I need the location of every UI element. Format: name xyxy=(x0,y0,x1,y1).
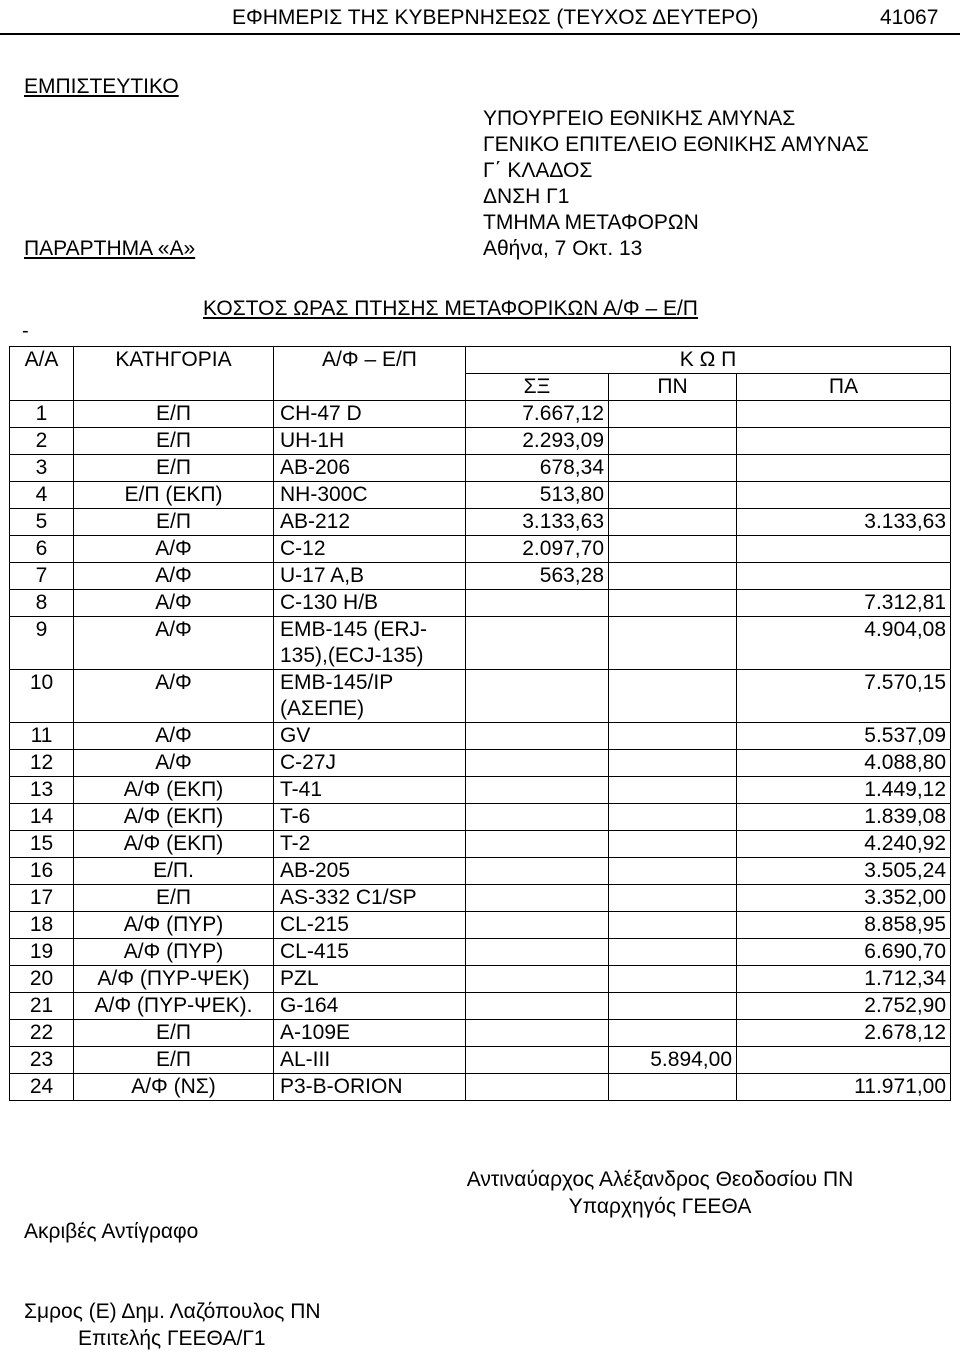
cell-aircraft-type: C-27J xyxy=(274,750,466,777)
cell-aa: 9 xyxy=(10,617,74,670)
org-directorate: ΔΝΣΗ Γ1 xyxy=(483,185,570,208)
cell-cost-pn xyxy=(609,590,737,617)
cell-cost-sx: 563,28 xyxy=(466,563,609,590)
cell-cost-pn xyxy=(609,1074,737,1101)
cell-category: Ε/Π xyxy=(74,401,274,428)
signer-title: Υπαρχηγός ΓΕΕΘΑ xyxy=(568,1195,752,1218)
header-aa: Α/Α xyxy=(10,347,74,401)
copy-signer-title: Επιτελής ΓΕΕΘΑ/Γ1 xyxy=(78,1327,266,1350)
cell-cost-pa xyxy=(737,428,951,455)
table-row xyxy=(10,617,951,670)
cell-aircraft-type: U-17 A,B xyxy=(274,563,466,590)
cell-cost-pn xyxy=(609,777,737,804)
cell-aircraft-type: CL-415 xyxy=(274,939,466,966)
cell-cost-sx xyxy=(466,858,609,885)
table-row xyxy=(10,831,951,858)
cell-aa: 5 xyxy=(10,509,74,536)
cell-aa: 11 xyxy=(10,723,74,750)
annex-label: ΠΑΡΑΡΤΗΜΑ «Α» xyxy=(24,237,196,260)
table-row xyxy=(10,1047,951,1074)
cell-aa: 14 xyxy=(10,804,74,831)
cell-aa: 1 xyxy=(10,401,74,428)
cell-cost-pa xyxy=(737,482,951,509)
cell-cost-sx xyxy=(466,939,609,966)
cell-aircraft-type: EMB-145/IP (ΑΣΕΠΕ) xyxy=(274,670,466,723)
cell-cost-pa xyxy=(737,401,951,428)
cell-aa: 3 xyxy=(10,455,74,482)
table-row xyxy=(10,482,951,509)
cell-cost-pn xyxy=(609,750,737,777)
cell-cost-pn xyxy=(609,831,737,858)
cell-aa: 15 xyxy=(10,831,74,858)
cell-category: Α/Φ xyxy=(74,750,274,777)
cell-aircraft-type: AB-206 xyxy=(274,455,466,482)
cell-cost-pn xyxy=(609,509,737,536)
cell-cost-pn xyxy=(609,617,737,670)
cell-cost-sx xyxy=(466,617,609,670)
cell-category: Α/Φ (ΠΥΡ-ΨΕΚ). xyxy=(74,993,274,1020)
table-row xyxy=(10,590,951,617)
cell-cost-sx xyxy=(466,777,609,804)
cell-category: Α/Φ (ΠΥΡ) xyxy=(74,912,274,939)
cell-cost-pa: 4.240,92 xyxy=(737,831,951,858)
cell-cost-pn xyxy=(609,1020,737,1047)
cell-cost-pa xyxy=(737,563,951,590)
cell-aa: 6 xyxy=(10,536,74,563)
cell-category: Α/Φ xyxy=(74,536,274,563)
cell-cost-pn xyxy=(609,885,737,912)
cell-aa: 16 xyxy=(10,858,74,885)
cell-cost-pa: 1.712,34 xyxy=(737,966,951,993)
cell-aa: 22 xyxy=(10,1020,74,1047)
cell-cost-sx: 678,34 xyxy=(466,455,609,482)
cell-category: Α/Φ (ΕΚΠ) xyxy=(74,804,274,831)
cell-cost-sx xyxy=(466,723,609,750)
table-row xyxy=(10,455,951,482)
table-row xyxy=(10,885,951,912)
org-section: ΤΜΗΜΑ ΜΕΤΑΦΟΡΩΝ xyxy=(483,211,699,234)
cell-cost-sx xyxy=(466,966,609,993)
cell-cost-pa: 7.570,15 xyxy=(737,670,951,723)
table-row xyxy=(10,1074,951,1101)
table-row xyxy=(10,939,951,966)
cell-aa: 19 xyxy=(10,939,74,966)
cell-category: Ε/Π xyxy=(74,509,274,536)
document-title: ΚΟΣΤΟΣ ΩΡΑΣ ΠΤΗΣΗΣ ΜΕΤΑΦΟΡΙΚΩΝ Α/Φ – Ε/Π xyxy=(203,297,698,320)
cell-cost-pn xyxy=(609,536,737,563)
cell-aa: 12 xyxy=(10,750,74,777)
cell-cost-pa: 1.839,08 xyxy=(737,804,951,831)
cell-aa: 2 xyxy=(10,428,74,455)
table-row xyxy=(10,401,951,428)
certified-copy-label: Ακριβές Αντίγραφο xyxy=(24,1220,199,1243)
cell-cost-pa: 8.858,95 xyxy=(737,912,951,939)
cell-cost-sx: 2.097,70 xyxy=(466,536,609,563)
cell-aircraft-type: AL-III xyxy=(274,1047,466,1074)
cell-aircraft-type: T-2 xyxy=(274,831,466,858)
cell-cost-pn xyxy=(609,563,737,590)
cell-cost-pa: 4.088,80 xyxy=(737,750,951,777)
cell-aircraft-type: CH-47 D xyxy=(274,401,466,428)
header-sx: ΣΞ xyxy=(466,374,609,401)
cell-cost-pn xyxy=(609,455,737,482)
cell-aa: 13 xyxy=(10,777,74,804)
cell-cost-pn xyxy=(609,912,737,939)
table-row xyxy=(10,858,951,885)
table-row xyxy=(10,993,951,1020)
cell-category: Ε/Π xyxy=(74,885,274,912)
header-pn: ΠΝ xyxy=(609,374,737,401)
table-row xyxy=(10,723,951,750)
classification-label: ΕΜΠΙΣΤΕΥΤΙΚΟ xyxy=(24,75,179,98)
cell-cost-pa: 3.505,24 xyxy=(737,858,951,885)
cell-cost-pa: 3.133,63 xyxy=(737,509,951,536)
flight-hour-cost-table xyxy=(9,346,951,1101)
cell-cost-pa: 4.904,08 xyxy=(737,617,951,670)
cell-cost-pn xyxy=(609,939,737,966)
cell-category: Α/Φ (ΕΚΠ) xyxy=(74,831,274,858)
cell-category: Α/Φ (ΠΥΡ) xyxy=(74,939,274,966)
cell-cost-pn xyxy=(609,993,737,1020)
cell-aircraft-type: NH-300C xyxy=(274,482,466,509)
table-row xyxy=(10,966,951,993)
cell-aa: 20 xyxy=(10,966,74,993)
cell-cost-pn xyxy=(609,966,737,993)
cell-category: Ε/Π xyxy=(74,1020,274,1047)
cell-cost-pa: 2.678,12 xyxy=(737,1020,951,1047)
cell-cost-sx xyxy=(466,885,609,912)
cell-cost-pa xyxy=(737,1047,951,1074)
page-number: 41067 xyxy=(880,6,939,29)
cell-cost-sx: 3.133,63 xyxy=(466,509,609,536)
table-row xyxy=(10,670,951,723)
organization-block xyxy=(483,106,869,262)
cell-aa: 7 xyxy=(10,563,74,590)
cell-cost-pn: 5.894,00 xyxy=(609,1047,737,1074)
cell-category: Ε/Π xyxy=(74,455,274,482)
cell-cost-sx xyxy=(466,750,609,777)
cell-cost-pn xyxy=(609,858,737,885)
table-row xyxy=(10,428,951,455)
cell-aa: 18 xyxy=(10,912,74,939)
cell-cost-sx xyxy=(466,1074,609,1101)
cell-cost-pn xyxy=(609,428,737,455)
cell-aircraft-type: AS-332 C1/SP xyxy=(274,885,466,912)
header-pa: ΠΑ xyxy=(737,374,951,401)
cell-cost-sx xyxy=(466,804,609,831)
cell-aircraft-type: C-130 H/B xyxy=(274,590,466,617)
cell-category: Α/Φ (ΝΣ) xyxy=(74,1074,274,1101)
cell-category: Α/Φ (ΠΥΡ-ΨΕΚ) xyxy=(74,966,274,993)
signer-name: Αντιναύαρχος Αλέξανδρος Θεοδοσίου ΠΝ xyxy=(466,1168,854,1191)
table-header-row xyxy=(10,347,951,374)
stray-dash: - xyxy=(22,320,29,342)
cell-category: Α/Φ xyxy=(74,670,274,723)
cell-cost-sx xyxy=(466,831,609,858)
cell-aa: 21 xyxy=(10,993,74,1020)
cell-cost-sx xyxy=(466,1020,609,1047)
copy-signature-block xyxy=(24,1298,321,1352)
table-row xyxy=(10,536,951,563)
cell-aircraft-type: AB-205 xyxy=(274,858,466,885)
table-row xyxy=(10,563,951,590)
cell-category: Α/Φ (ΕΚΠ) xyxy=(74,777,274,804)
cell-cost-sx xyxy=(466,993,609,1020)
cell-cost-pa: 3.352,00 xyxy=(737,885,951,912)
cell-cost-pn xyxy=(609,401,737,428)
signature-block xyxy=(440,1166,880,1220)
table-row xyxy=(10,750,951,777)
cell-category: Α/Φ xyxy=(74,617,274,670)
header-aircraft: Α/Φ – Ε/Π xyxy=(274,347,466,401)
cell-aa: 24 xyxy=(10,1074,74,1101)
cell-cost-pa: 6.690,70 xyxy=(737,939,951,966)
table-row xyxy=(10,777,951,804)
cell-aircraft-type: P3-B-ORION xyxy=(274,1074,466,1101)
cell-cost-sx: 513,80 xyxy=(466,482,609,509)
cell-cost-pa: 11.971,00 xyxy=(737,1074,951,1101)
header-rule xyxy=(0,33,960,35)
cell-aa: 10 xyxy=(10,670,74,723)
table-row xyxy=(10,912,951,939)
cell-cost-pn xyxy=(609,804,737,831)
cell-cost-pn xyxy=(609,723,737,750)
org-ministry: ΥΠΟΥΡΓΕΙΟ ΕΘΝΙΚΗΣ ΑΜΥΝΑΣ xyxy=(483,107,796,130)
cell-cost-sx: 7.667,12 xyxy=(466,401,609,428)
cell-cost-pa xyxy=(737,536,951,563)
cell-cost-pa: 1.449,12 xyxy=(737,777,951,804)
document-date: Αθήνα, 7 Οκτ. 13 xyxy=(483,237,643,260)
cell-aircraft-type: EMB-145 (ERJ-135),(ECJ-135) xyxy=(274,617,466,670)
cell-category: Α/Φ xyxy=(74,723,274,750)
cell-aircraft-type: C-12 xyxy=(274,536,466,563)
table-row xyxy=(10,1020,951,1047)
cell-cost-pn xyxy=(609,670,737,723)
cell-aa: 8 xyxy=(10,590,74,617)
cell-cost-pn xyxy=(609,482,737,509)
cell-cost-pa: 2.752,90 xyxy=(737,993,951,1020)
gazette-title: ΕΦΗΜΕΡΙΣ ΤΗΣ ΚΥΒΕΡΝΗΣΕΩΣ (ΤΕΥΧΟΣ ΔΕΥΤΕΡΟ) xyxy=(232,6,759,29)
cell-aircraft-type: G-164 xyxy=(274,993,466,1020)
copy-signer-name: Σμρος (Ε) Δημ. Λαζόπουλος ΠΝ xyxy=(24,1300,321,1323)
cell-aircraft-type: GV xyxy=(274,723,466,750)
cell-cost-pa xyxy=(737,455,951,482)
cell-cost-pa: 5.537,09 xyxy=(737,723,951,750)
cell-aircraft-type: A-109E xyxy=(274,1020,466,1047)
cell-aircraft-type: UH-1H xyxy=(274,428,466,455)
cell-cost-pa: 7.312,81 xyxy=(737,590,951,617)
cell-cost-sx xyxy=(466,590,609,617)
cell-aircraft-type: AB-212 xyxy=(274,509,466,536)
table-row xyxy=(10,509,951,536)
cell-aa: 4 xyxy=(10,482,74,509)
cell-aa: 17 xyxy=(10,885,74,912)
cell-category: Α/Φ xyxy=(74,563,274,590)
cell-cost-sx xyxy=(466,670,609,723)
cell-aircraft-type: PZL xyxy=(274,966,466,993)
cell-cost-sx xyxy=(466,912,609,939)
org-branch: Γ΄ ΚΛΑΔΟΣ xyxy=(483,159,593,182)
table-row xyxy=(10,804,951,831)
cell-cost-sx xyxy=(466,1047,609,1074)
cell-category: Ε/Π xyxy=(74,428,274,455)
header-category: ΚΑΤΗΓΟΡΙΑ xyxy=(74,347,274,401)
org-staff: ΓΕΝΙΚΟ ΕΠΙΤΕΛΕΙΟ ΕΘΝΙΚΗΣ ΑΜΥΝΑΣ xyxy=(483,133,869,156)
cell-aircraft-type: T-6 xyxy=(274,804,466,831)
cell-aa: 23 xyxy=(10,1047,74,1074)
cell-category: Α/Φ xyxy=(74,590,274,617)
cell-aircraft-type: T-41 xyxy=(274,777,466,804)
cell-category: Ε/Π (ΕΚΠ) xyxy=(74,482,274,509)
cell-category: Ε/Π. xyxy=(74,858,274,885)
cell-aircraft-type: CL-215 xyxy=(274,912,466,939)
cell-cost-sx: 2.293,09 xyxy=(466,428,609,455)
header-kop: Κ Ω Π xyxy=(466,347,951,374)
cell-category: Ε/Π xyxy=(74,1047,274,1074)
